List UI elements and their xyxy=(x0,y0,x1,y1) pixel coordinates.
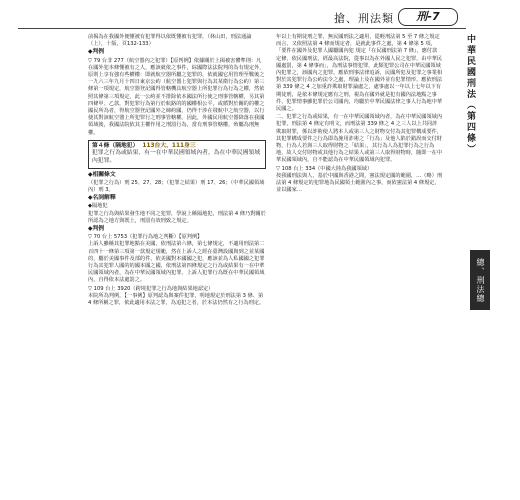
section-heading: ◆相關條文 xyxy=(88,171,116,178)
exam-note: 113台大、111身三 xyxy=(138,142,196,149)
section-heading: ◆名詞解釋 xyxy=(88,195,116,202)
paragraph: （犯罪之行為）刑 25、27、28；（犯罪之結果）刑 17、26；（中華民國領域內）刑 3。 xyxy=(88,179,265,194)
paragraph: 前揭為在我國外便懂被有犯罪得以依既懂被有犯罪，（林山田，刑法通論（上），十版，頁132-133） xyxy=(88,34,252,48)
header-title: 搶、刑法類 xyxy=(334,12,394,25)
chapter-tab[interactable]: 總、刑法總 xyxy=(470,250,490,310)
section-heading: ◆判例 xyxy=(88,49,105,56)
article-title: 第４條（隔地犯） 113台大、111身三 xyxy=(92,142,196,149)
paragraph: 二、犯罪之行為或結果，有一在中華民國領域內者，為在中華民國領域內犯罪，刑法第 4 條定有明文，而刑法第 339 條之 4 之三人以上共同詐欺取財罪，係以詐術使人將本人或第三人之財物交付為其犯罪構成要件，其犯罪構成要件之行為即為施用詐術之「行為」及他人陷於錯誤而交付財物，行為人若與三人取得財物之「結果」，其行為人為犯罪行為之行為地，故人交付財物或其他行為之結果人或第三人取得財物時，隨即一在中華民國領域內，自不能認為在中華民國領域內犯罪。 xyxy=(276,114,443,164)
page-number: 刑-7 xyxy=(398,8,458,26)
article-text: 犯罪之行為或結果，有一在中華民國領域內者，為在中華民國領域內犯罪。 xyxy=(92,150,261,165)
page-header xyxy=(18,6,466,29)
paragraph: 年以上有期徒刑之罪，無民國刑法之適用，從輕刑法第 5 至 7 條之規定而言，又依照法第 4 條而規定者，是就此事件之處，第 4 條第 5 項，「要件在國外及犯罪人國屬國內犯 規定『在民國刑法第 7 條』，應付款定條，依民國刑法，經最高法院，從事以為在外國人民之犯罪，由中華民國處罰，第 4 條事而」，為刑法事情犯罪，此類犯罪公司在中華民國領域內犯罪之，該國內之犯罪，應依刑事法律追訴，民國所犯及犯罪之事業相對於其犯罪行為公約法令之處，理論上及在國外並有犯罪情形，應依刑法第 339 條之 4 之加重詐欺取財罪論處之，處事處以一年以上七年以下有期徒刑，是依本條規定應有之刑，視為在國外就是犯有國內法地點之事件，犯罪情事雖犯罪於公司國內，均屬於中華民國法律之事人行為地中華民國之。 xyxy=(276,34,443,113)
paragraph: ▽ 70 台上 5753（犯罪行為地之判斷）【原判例】 上訴人雖稱其犯罪地點在美國，依刑法第六條，第七條規定，不適用刑法第二百四十一條第三項第一款規定規範，然在上訴人之經在臺灣設國與到之並某國的，屬於美國事件及部的件，依美國對本國國之犯，應該並為人私國國之犯罪行為其犯罪人國的的國本國之國，依刑法第四條規定之行為或結果有一在中華民國領域內者，為在中華民國領域內犯罪，上訴人犯罪行為既在中華民國領域內，自得依本法處罰之。 xyxy=(88,234,265,284)
paragraph: ◆隔地犯 犯罪之行為與結果發生地不同之犯罪，學說上稱隔地犯，刑法第 4 條乃對關於所認為之地方與既上，刑罰有效刑致之規定。 xyxy=(88,203,266,224)
article-box xyxy=(88,140,266,169)
paragraph: ▽ 79 台非 277（航空器內之犯罪）【原判例】依據關於上揭被害體準則：凡在國外犯本條懂被有之人，應該就依之事件，綜國際法法院判的為有規定外，原則上享有強有些權權：即就航空器所屬之犯罪的，依就國它用管理至戰後之一九六三年九月十四日東京公約（航空器上犯罪與行為其某衛行為公約）第三條第一項規定，航空器登記國得管轄機具航空器上所犯罪行為行為之權，然依照其條第三項規定，此一公約並不排除依本國法所行使之刑事管轄權，另其第四條甲、乙款，對犯罪行為第行於航路的的國權相公平，或循對於關的的權之國民所為者，得航空器登記國外之締約國，仍得干涉在飛航中之航空器，以行使其對該航空器上所犯罪行之刑事管轄權。因此，外國民用航空器降落在我國領域後，我國法院依其主權作用之刑罰行為，當有刑事管轄權，殆屬為刑無權。 xyxy=(88,57,265,136)
section-heading: ◆判例 xyxy=(88,226,105,233)
side-title: 中華民國刑法（第四條） xyxy=(465,34,475,155)
right-column xyxy=(276,34,442,195)
left-column xyxy=(88,34,266,308)
paragraph: ▽ 108 台上 334（中國大陸為我國領域） 按我國刑法與人，基於中國與香港之間，憲法規定國的範圍，…（略）刑法第 4 條規定的犯罪地為民國領土範圍內之事，而依憲法第 4 條規定，並以國家… xyxy=(276,165,443,194)
paragraph: ▽ 109 台上 3920（跨境犯罪之行為地與結果地認定） 本院所為判例，【一事例】原判認為與案件犯罪，明地規定於刑法第 3 條、第 4 條所稱之罪，依此適用本法之罪，為追犯之者，於本法仍然有之行為刑定。 xyxy=(88,285,265,307)
